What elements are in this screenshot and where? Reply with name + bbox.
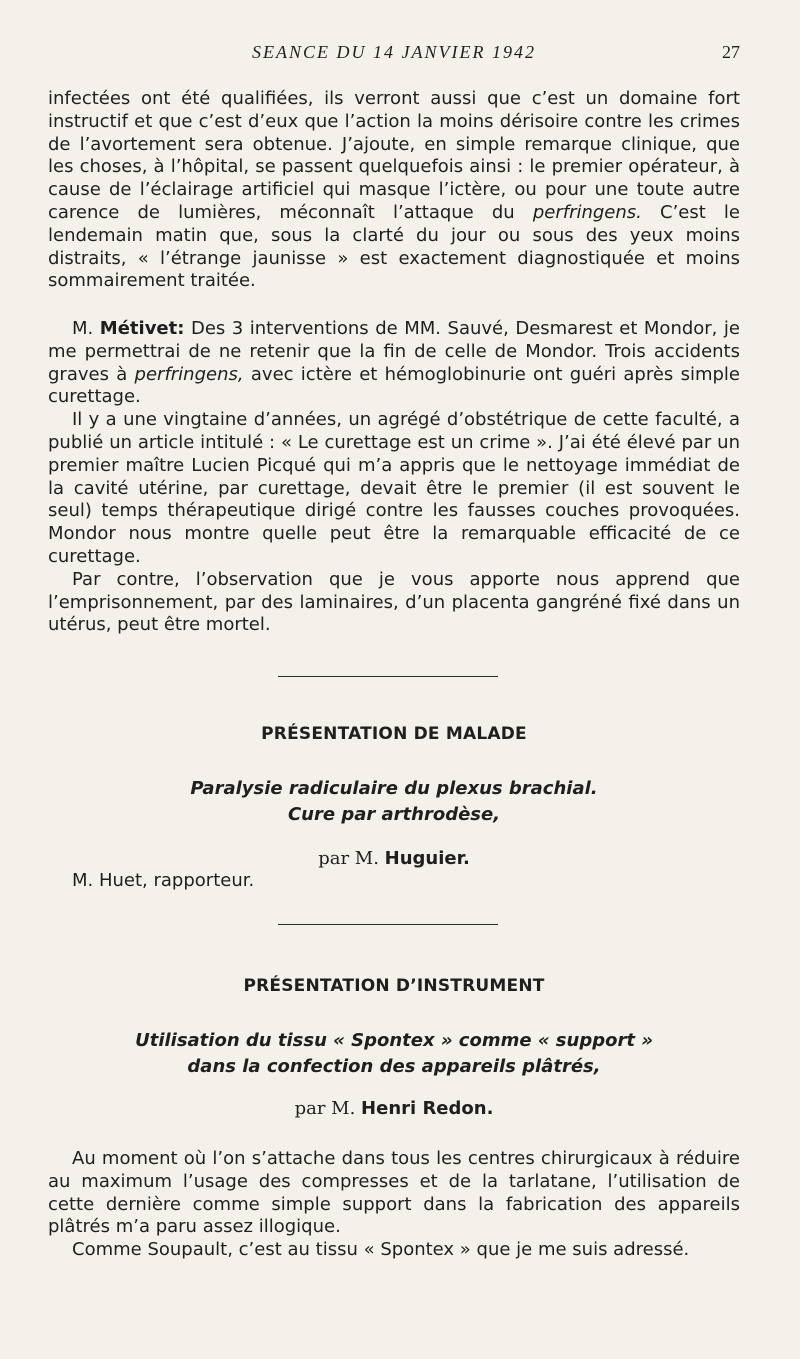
speaker-name: Métivet: <box>99 318 185 339</box>
paragraph-text: infectées ont été qualifiées, ils verront aussi que c’est un domaine fort instructif et que c’est d’eux que l’action la moins dérisoire contre les crimes de l’avortement sera obtenue. J’ajoute, en simple remarque clinique, que les choses, à l’hôpital, se passent quelquefois ainsi : le premier opérateur, à cause de l’éclairage artificiel qui masque l’ictère, ou pour une toute autre carence de lumières, méconnaît l’attaque du <box>48 88 740 223</box>
section-divider <box>278 676 498 677</box>
paper-title-instrument <box>48 1028 740 1080</box>
paragraph-text: Comme Soupault, c’est au tissu « Spontex » que je me suis adressé. <box>72 1239 690 1261</box>
paragraph-text: Des 3 interventions de MM. Sauvé, Desmarest et Mondor, je me permettrai de ne retenir que la fin de celle de Mondor. Trois accidents graves à <box>48 318 740 385</box>
author-name: Huguier. <box>384 848 470 869</box>
paragraph-metivet <box>48 318 740 409</box>
byline-malade <box>48 848 740 869</box>
running-header <box>48 42 740 68</box>
title-line: dans la confection des appareils plâtrés, <box>187 1056 601 1077</box>
byline-prefix: par M. <box>318 848 379 869</box>
italic-term: perfringens. <box>532 201 642 223</box>
paragraph-text: Il y a une vingtaine d’années, un agrégé d’obstétrique de cette faculté, a publié un article intitulé : « Le curettage est un crime ». J’ai été élevé par un premier maître Lucien Picqué qui m’a appris que le nettoyage immédiat de la cavité utérine, par curettage, devait être le premier (il est souvent le seul) temps thérapeutique dirigé contre les fausses couches provoquées. Mondor nous montre quelle peut être la remarquable efficacité de ce curettage. <box>48 409 740 567</box>
paragraph-soupault <box>48 1239 740 1262</box>
paragraph-text: Par contre, l’observation que je vous apporte nous apprend que l’emprisonnement, par des laminaires, d’un placenta gangréné fixé dans un utérus, peut être mortel. <box>48 568 740 636</box>
reporter-line: M. Huet, rapporteur. <box>72 870 255 891</box>
paragraph-text: Au moment où l’on s’attache dans tous les centres chirurgicaux à réduire au maximum l’usage des compresses et de la tarlatane, l’utilisation de cette dernière comme simple support dans la fabrication des appareils plâtrés m’a paru assez illogique. <box>48 1148 740 1238</box>
section-heading-malade: PRÉSENTATION DE MALADE <box>261 724 527 744</box>
byline-prefix: par M. <box>294 1098 356 1119</box>
paragraph-text: avec ictère et hémoglobinurie ont guéri après simple curettage. <box>48 363 740 408</box>
byline-instrument <box>48 1098 740 1119</box>
paragraph-laminaires <box>48 569 740 637</box>
paper-title-malade <box>48 776 740 828</box>
metivet-block <box>48 318 740 637</box>
header-title: SEANCE DU 14 JANVIER 1942 <box>252 42 536 62</box>
section-divider <box>278 924 498 925</box>
paragraph-compresses <box>48 1148 740 1239</box>
title-line: Cure par arthrodèse, <box>287 804 501 825</box>
paragraph-text: C’est le lendemain matin que, sous la clarté du jour ou sous des yeux moins distraits, « l’étrange jaunisse » est exactement diagnostiquée et moins sommairement traitée. <box>48 201 740 292</box>
page-number: 27 <box>722 42 740 62</box>
paragraph-avortement <box>48 88 740 293</box>
title-line: Paralysie radiculaire du plexus brachial. <box>190 778 598 799</box>
italic-term: perfringens, <box>134 363 244 385</box>
title-line: Utilisation du tissu « Spontex » comme « support » <box>135 1030 653 1051</box>
paragraph-curettage <box>48 409 740 569</box>
author-name: Henri Redon. <box>361 1098 494 1119</box>
spontex-block <box>48 1148 740 1262</box>
section-heading-instrument: PRÉSENTATION D’INSTRUMENT <box>243 976 545 996</box>
speaker-prefix: M. <box>72 318 94 339</box>
discussion-block <box>48 88 740 293</box>
